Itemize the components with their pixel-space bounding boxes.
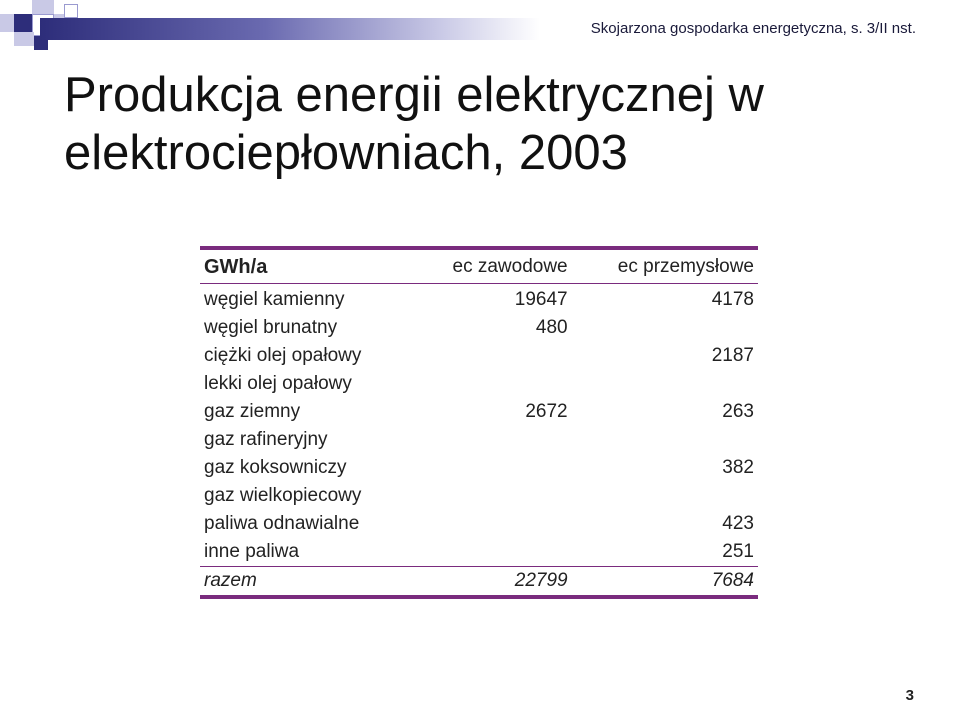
cell-ec-przemyslowe: 251 (722, 541, 754, 562)
table-row (200, 398, 758, 426)
row-label: ciężki olej opałowy (204, 345, 362, 366)
cell-ec-zawodowe: 480 (535, 317, 568, 338)
table-header-row (200, 248, 758, 284)
energy-table (200, 246, 758, 599)
cell-ec-przemyslowe: 382 (722, 457, 754, 478)
cell-ec-przemyslowe (572, 314, 758, 342)
cell-ec-zawodowe (427, 482, 572, 510)
cell-ec-zawodowe (427, 510, 572, 538)
cell-ec-przemyslowe: 4178 (711, 289, 754, 310)
table-total-row (200, 567, 758, 598)
table-row (200, 370, 758, 398)
total-ec-zawodowe: 22799 (427, 567, 572, 598)
total-label: razem (200, 567, 427, 598)
title-line-1: Produkcja energii elektrycznej w (64, 68, 764, 122)
page-number: 3 (905, 687, 914, 704)
table-row (200, 342, 758, 370)
cell-ec-zawodowe (427, 426, 572, 454)
table-row (200, 482, 758, 510)
table-row (200, 284, 758, 315)
row-label: gaz ziemny (204, 401, 301, 422)
row-label: lekki olej opałowy (204, 373, 352, 394)
cell-ec-przemyslowe: 263 (722, 401, 754, 422)
slide-title (64, 66, 924, 182)
cell-ec-przemyslowe (572, 426, 758, 454)
cell-ec-przemyslowe: 423 (722, 513, 754, 534)
table-row (200, 426, 758, 454)
column-header-ec-zawodowe: ec zawodowe (427, 248, 572, 284)
cell-ec-zawodowe (427, 454, 572, 482)
row-label: węgiel kamienny (204, 289, 345, 310)
row-label: węgiel brunatny (204, 317, 338, 338)
cell-ec-zawodowe: 2672 (525, 401, 568, 422)
cell-ec-przemyslowe: 2187 (711, 345, 754, 366)
cell-ec-zawodowe (427, 342, 572, 370)
title-line-2: elektrociepłowniach, 2003 (64, 126, 628, 180)
total-ec-przemyslowe: 7684 (572, 567, 758, 598)
row-label: gaz rafineryjny (204, 429, 328, 450)
row-label: inne paliwa (204, 541, 300, 562)
header-gradient-bar (40, 18, 540, 40)
cell-ec-przemyslowe (572, 482, 758, 510)
column-header-ec-przemyslowe: ec przemysłowe (572, 248, 758, 284)
column-header-unit: GWh/a (200, 248, 427, 284)
table-row (200, 538, 758, 567)
row-label: gaz wielkopiecowy (204, 485, 362, 506)
table-row (200, 454, 758, 482)
table-row (200, 510, 758, 538)
row-label: gaz koksowniczy (204, 457, 347, 478)
cell-ec-przemyslowe (572, 370, 758, 398)
cell-ec-zawodowe: 19647 (514, 289, 568, 310)
cell-ec-zawodowe (427, 370, 572, 398)
header-text: Skojarzona gospodarka energetyczna, s. 3/II nst. (590, 20, 916, 37)
table-row (200, 314, 758, 342)
row-label: paliwa odnawialne (204, 513, 360, 534)
cell-ec-zawodowe (427, 538, 572, 567)
